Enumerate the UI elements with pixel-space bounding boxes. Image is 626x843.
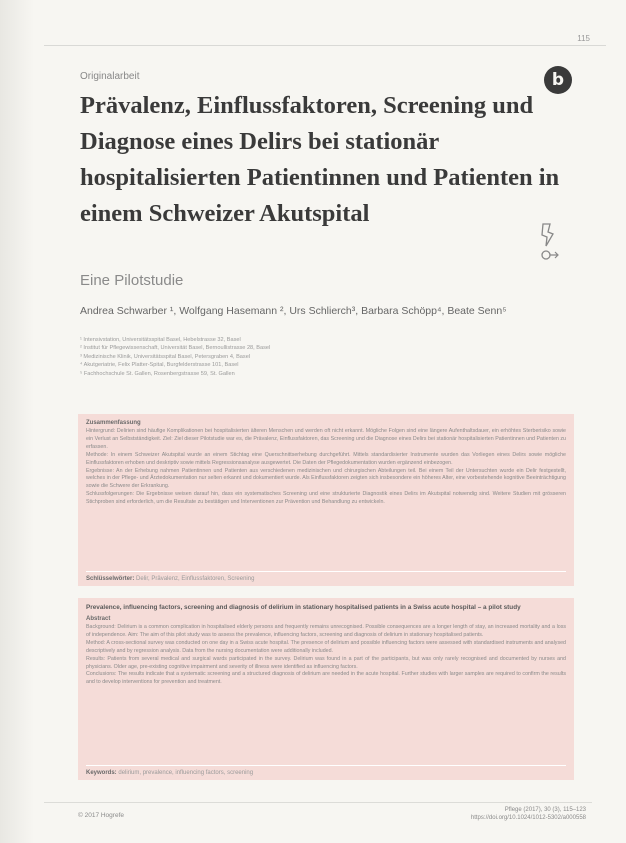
article-subtitle: Eine Pilotstudie: [80, 272, 184, 289]
page-number: 115: [577, 34, 590, 43]
keywords-text: Delir, Prävalenz, Einflussfaktoren, Screening: [136, 576, 255, 582]
keywords-en: [86, 765, 566, 780]
affiliation-item: ⁴ Akutgeriatrie, Felix Platter-Spital, Burgfelderstrasse 101, Basel: [80, 362, 239, 369]
affiliation-item: ⁵ Fachhochschule St. Gallen, Rosenbergstrasse 59, St. Gallen: [80, 370, 235, 377]
abstract-paragraph: Method: A cross-sectional survey was conducted on one day in a Swiss acute hospital. The presence of delirium and possible influencing factors were assessed with standardised instruments and analysed descriptively and by regression analysis. Data from the nursing documentation were additionally included.: [86, 639, 566, 654]
abstract-paragraph: Background: Delirium is a common complication in hospitalised elderly persons and frequently remains unrecognised. Possible consequences are a longer length of stay, an increased mortality and a loss of independence. Aim: The aim of this pilot study was to assess the prevalence, influencing factors, screening and diagnosis of delirium in stationary hospitalised patients.: [86, 624, 566, 638]
abstract-paragraph: Ergebnisse: An der Erhebung nahmen Patientinnen und Patienten aus verschiedenen medizinischen und chirurgischen Abteilungen teil. Bei einem Teil der Untersuchten wurde ein Delir festgestellt, welches in der Pflege- und Ärztedokumentation nur selten erkannt und dokumentiert wurde. Als Einflussfaktoren zeigten sich insbesondere ein höheres Alter, eine vorbestehende kognitive Beeinträchtigung sowie die Schwere der Erkrankung.: [86, 467, 566, 490]
doi-link[interactable]: https://doi.org/10.1024/1012-5302/a000558: [470, 815, 586, 821]
abstract-paragraph: Results: Patients from several medical and surgical wards participated in the survey. Delirium was found in a part of the participants, but was only rarely recognised and documented by nurses and physicians. Older age, pre-existing cognitive impairment and severity of illness were identified as influencing factors.: [86, 655, 566, 670]
abstract-german: [78, 414, 574, 586]
keywords-de: [86, 571, 566, 586]
english-title: Prevalence, influencing factors, screening and diagnosis of delirium in stationary hospitalised patients in a Swiss acute hospital – a pilot study: [86, 604, 521, 611]
abstract-heading: Zusammenfassung: [86, 420, 141, 426]
affiliation-list: [80, 336, 560, 378]
keywords-label: Schlüsselwörter:: [86, 576, 135, 582]
keywords-label: Keywords:: [86, 770, 117, 776]
scan-shadow: [0, 0, 34, 843]
abstract-english: [78, 598, 574, 780]
abstract-heading: Abstract: [86, 616, 111, 622]
keywords-text: delirium, prevalence, influencing factors, screening: [118, 770, 254, 776]
abstract-paragraph: Conclusions: The results indicate that a systematic screening and a structured diagnosis of delirium are needed in the acute hospital. Further studies with larger samples are required to confirm the results and to develop interventions for prevention and treatment.: [86, 671, 566, 686]
citation-info: [471, 806, 586, 822]
affiliation-item: ³ Medizinische Klinik, Universitätsspital Basel, Petersgraben 4, Basel: [80, 353, 251, 360]
abstract-paragraph: Schlussfolgerungen: Die Ergebnisse weisen darauf hin, dass ein systematisches Screening und eine strukturierte Diagnostik eines Delirs im Akutspital notwendig sind. Weitere Studien mit grösseren Stichproben sind erforderlich, um die Resultate zu bestätigen und Interventionen zur Prävention und Behandlung zu entwickeln.: [86, 491, 566, 506]
abstract-paragraph: Hintergrund: Delirien sind häufige Komplikationen bei hospitalisierten älteren Menschen und werden oft nicht erkannt. Mögliche Folgen sind eine längere Aufenthaltsdauer, ein erhöhtes Sterberisiko sowie ein Verlust an Selbstständigkeit. Ziel: Ziel dieser Pilotstudie war es, die Prävalenz, Einflussfaktoren, das Screening und die Diagnose eines Delirs bei stationär hospitalisierten Patientinnen und Patienten zu erfassen.: [86, 428, 566, 450]
article-type: Originalarbeit: [80, 71, 140, 82]
author-list: Andrea Schwarber ¹, Wolfgang Hasemann ², Urs Schlierch³, Barbara Schöpp⁴, Beate Senn⁵: [80, 305, 507, 317]
footer-rule: [44, 802, 592, 803]
journal-citation: Pflege (2017), 30 (3), 115–123: [504, 807, 586, 813]
crossmark-icon[interactable]: [537, 222, 559, 264]
article-title: Prävalenz, Einflussfaktoren, Screening und Diagnose eines Delirs bei stationär hospitalisierten Patientinnen und Patienten in einem Schweizer Akutspital: [80, 92, 560, 227]
abstract-paragraph: Methode: In einem Schweizer Akutspital wurde an einem Stichtag eine Querschnittserhebung durchgeführt. Mittels standardisierter Instrumente wurden das Vorliegen eines Delirs sowie mögliche Einflussfaktoren erhoben und deskriptiv sowie mittels Regressionsanalyse ausgewertet. Die Daten der Pflegedokumentation wurden ergänzend einbezogen.: [86, 451, 566, 466]
affiliation-item: ¹ Intensivstation, Universitätsspital Basel, Hebelstrasse 32, Basel: [80, 337, 241, 343]
copyright: © 2017 Hogrefe: [78, 812, 124, 819]
hogrefe-logo-icon: b: [544, 66, 572, 94]
affiliation-item: ² Institut für Pflegewissenschaft, Universität Basel, Bernoullistrasse 28, Basel: [80, 345, 271, 352]
header-rule: [44, 45, 606, 46]
